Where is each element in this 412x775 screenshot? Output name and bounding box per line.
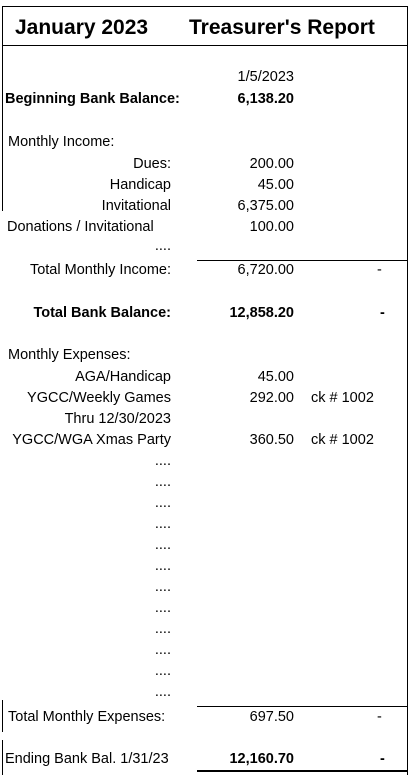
income-row [0,219,412,240]
expense-dots-row [0,642,412,663]
dots-placeholder: .... [154,238,171,254]
total-expenses-value: 697.50 [249,709,294,725]
total-expenses-row [0,709,412,730]
ending-balance-rule [197,770,407,772]
expense-dots-row [0,537,412,558]
income-row [0,177,412,198]
expense-dots-row [0,516,412,537]
expense-dots-row [0,558,412,579]
expense-row [0,369,412,390]
income-value: 6,375.00 [237,198,294,214]
expense-dots-row [0,600,412,621]
expense-dots-row [0,621,412,642]
dots-placeholder: .... [154,453,171,469]
dots-placeholder: .... [154,537,171,553]
expense-label: Thru 12/30/2023 [64,411,171,427]
income-label: Donations / Invitational [7,219,154,235]
expense-dots-row [0,495,412,516]
report-title: Treasurer's Report [189,16,375,39]
dots-placeholder: .... [154,600,171,616]
beginning-balance-value: 6,138.20 [237,91,294,107]
ending-balance-dash: - [380,751,385,767]
expense-value: 45.00 [257,369,294,385]
total-income-dash: - [377,262,382,278]
income-label: Handicap [109,177,171,193]
expense-row [0,432,412,453]
expense-row [0,390,412,411]
expense-dots-row [0,579,412,600]
expense-row [0,411,412,432]
income-value: 45.00 [257,177,294,193]
date-row [0,69,412,90]
expense-label: AGA/Handicap [75,369,171,385]
expense-dots-row [0,663,412,684]
expense-note: ck # 1002 [311,432,374,448]
dots-placeholder: .... [154,684,171,700]
expense-dots-row [0,474,412,495]
expense-label: YGCC/Weekly Games [27,390,171,406]
total-expenses-label: Total Monthly Expenses: [8,709,166,725]
monthly-income-heading-row [0,134,412,155]
total-bank-label: Total Bank Balance: [33,305,171,321]
income-row [0,156,412,177]
income-label: Invitational [101,198,171,214]
expenses-total-rule [197,706,407,707]
dots-placeholder: .... [154,621,171,637]
report-header [2,6,408,46]
total-bank-value: 12,858.20 [229,305,294,321]
dots-placeholder: .... [154,558,171,574]
income-value: 200.00 [249,156,294,172]
dots-placeholder: .... [154,516,171,532]
beginning-balance-row [0,91,412,112]
monthly-income-heading: Monthly Income: [8,134,115,150]
expense-note: ck # 1002 [311,390,374,406]
dots-placeholder: .... [154,474,171,490]
dots-placeholder: .... [154,579,171,595]
total-income-label: Total Monthly Income: [29,262,171,278]
dots-placeholder: .... [154,495,171,511]
total-income-value: 6,720.00 [237,262,294,278]
ending-balance-value: 12,160.70 [229,751,294,767]
dots-placeholder: .... [154,642,171,658]
income-label: Dues: [133,156,171,172]
expense-value: 360.50 [249,432,294,448]
report-date: 1/5/2023 [237,69,294,85]
expense-label: YGCC/WGA Xmas Party [12,432,171,448]
expense-dots-row [0,453,412,474]
monthly-expenses-heading-row [0,347,412,368]
income-value: 100.00 [249,219,294,235]
income-total-rule [197,260,407,261]
monthly-expenses-heading: Monthly Expenses: [8,347,131,363]
ending-balance-label: Ending Bank Bal. 1/31/23 [5,751,169,767]
dots-placeholder: .... [154,663,171,679]
total-expenses-dash: - [377,709,382,725]
income-row [0,198,412,219]
total-bank-dash: - [380,305,385,321]
beginning-balance-label: Beginning Bank Balance: [5,91,180,107]
report-title-month: January 2023 [15,16,149,39]
ending-balance-row [0,751,412,772]
expense-value: 292.00 [249,390,294,406]
income-dots-row [0,238,412,259]
expense-dots-row [0,684,412,705]
total-bank-row [0,305,412,326]
total-income-row [0,262,412,283]
